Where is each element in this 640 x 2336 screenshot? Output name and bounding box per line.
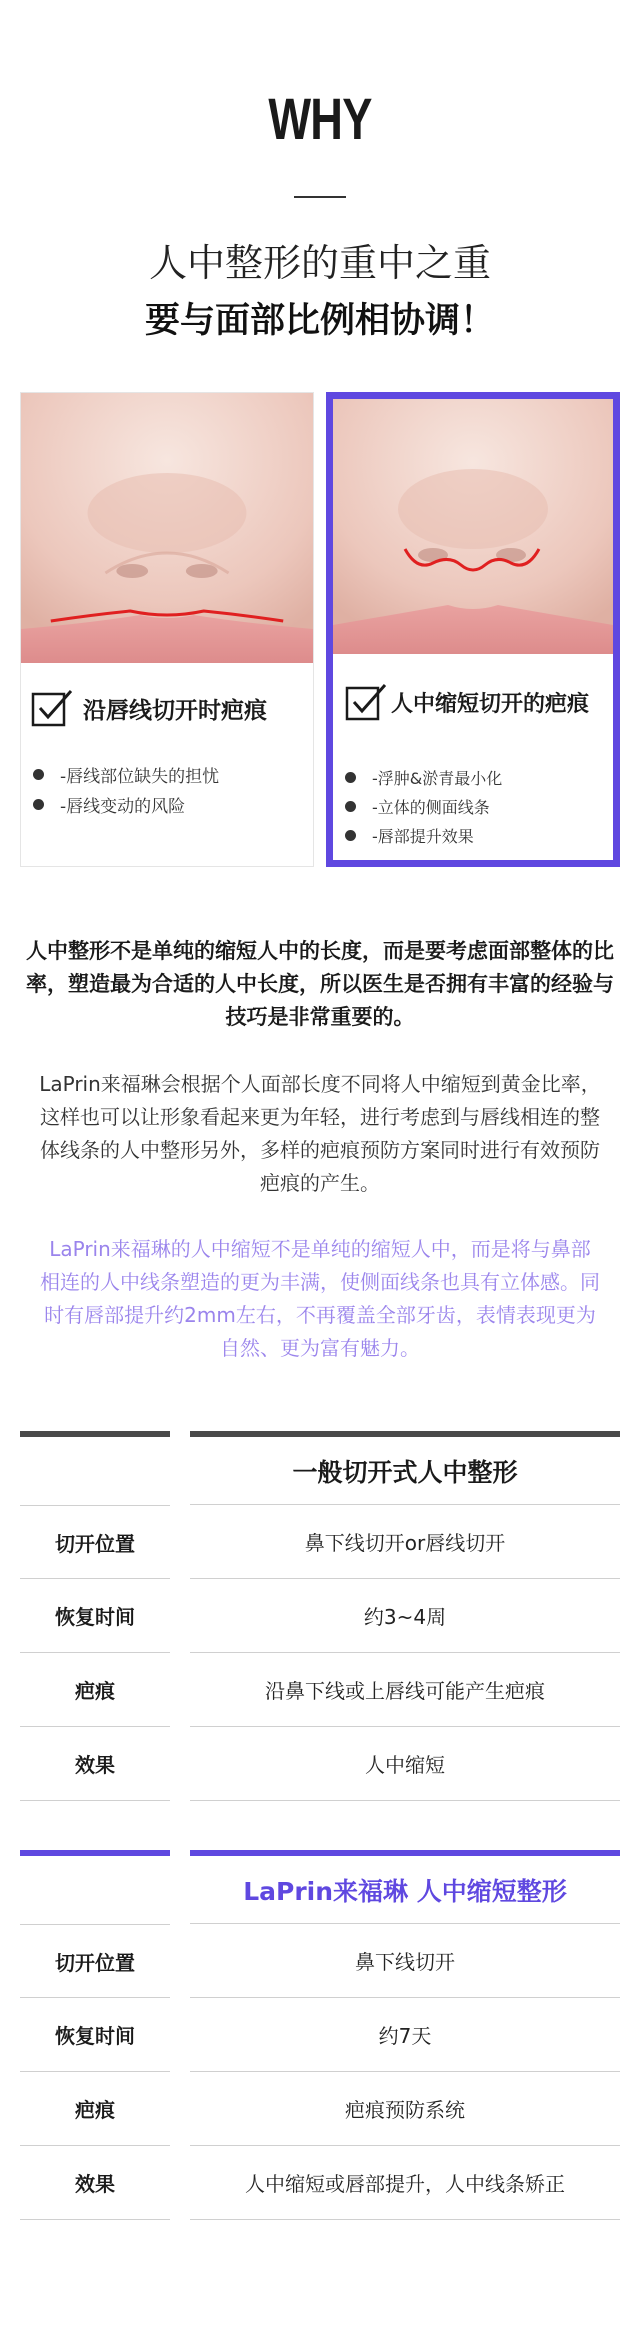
card-title-row-right (333, 677, 613, 727)
row-value: 约7天 (190, 1998, 620, 2072)
bullet-item (33, 789, 313, 819)
intro-bold-paragraph: 人中整形不是单纯的缩短人中的长度，而是要考虑面部整体的比率，塑造最为合适的人中长度，所以医生是否拥有丰富的经验与技巧是非常重要的。 (26, 939, 614, 1029)
table-row (20, 1727, 620, 1801)
table-header (20, 1850, 620, 1924)
row-value: 人中缩短或唇部提升，人中线条矫正 (190, 2146, 620, 2220)
row-label: 疤痕 (20, 1653, 170, 1727)
intro-highlight-paragraph: LaPrin来福琳的人中缩短不是单纯的缩短人中，而是将与鼻部相连的人中线条塑造的更为丰满，使侧面线条也具有立体感。同时有唇部提升约2mm左右，不再覆盖全部牙齿，表情表现更为自然、更为富有魅力。 (40, 1237, 600, 1360)
table-row (20, 1998, 620, 2072)
table-row (20, 2072, 620, 2146)
table-title: 一般切开式人中整形 (190, 1437, 620, 1505)
row-value: 疤痕预防系统 (190, 2072, 620, 2146)
card-philtrum-incision (326, 392, 620, 867)
row-label: 恢复时间 (20, 1998, 170, 2072)
table-title: LaPrin来福琳 人中缩短整形 (190, 1856, 620, 1924)
table-row (20, 1653, 620, 1727)
row-label: 效果 (20, 1727, 170, 1801)
row-value: 沿鼻下线或上唇线可能产生疤痕 (190, 1653, 620, 1727)
divider-line (294, 196, 346, 198)
face-illustration (21, 393, 313, 663)
row-label: 切开位置 (20, 1505, 170, 1579)
headline-line1: 人中整形的重中之重 (148, 241, 491, 285)
row-value: 鼻下线切开 (190, 1924, 620, 1998)
bullet-dot (345, 772, 356, 783)
bullet-dot (345, 801, 356, 812)
bullet-text: -立体的侧面线条 (372, 798, 490, 817)
row-label: 切开位置 (20, 1924, 170, 1998)
bullet-list-right (333, 763, 613, 850)
table-row (20, 1579, 620, 1653)
row-value: 人中缩短 (190, 1727, 620, 1801)
checkbox-icon (31, 689, 73, 727)
lip-photo-right (333, 399, 613, 654)
face-illustration (333, 399, 613, 654)
table-row (20, 1505, 620, 1579)
table-header (20, 1431, 620, 1505)
table-row (20, 1924, 620, 1998)
row-value: 约3~4周 (190, 1579, 620, 1653)
why-heading: WHY (268, 87, 372, 152)
bullet-item (345, 792, 613, 821)
row-label: 恢复时间 (20, 1579, 170, 1653)
bullet-text: -唇线部位缺失的担忧 (60, 766, 220, 787)
intro-paragraph: LaPrin来福琳会根据个人面部长度不同将人中缩短到黄金比率，这样也可以让形象看起来更为年轻，进行考虑到与唇线相连的整体线条的人中整形另外，多样的疤痕预防方案同时进行有效预防疤痕的产生。 (39, 1072, 601, 1195)
bullet-item (345, 821, 613, 850)
bullet-text: -浮肿&淤青最小化 (372, 769, 503, 788)
headline-line2: 要与面部比例相协调！ (144, 301, 495, 341)
card-title-row-left (21, 683, 313, 733)
bullet-dot (33, 769, 44, 780)
header-bar (20, 1850, 170, 1856)
comparison-table-laprin (20, 1850, 620, 2220)
bullet-list-left (21, 759, 313, 819)
table-row (20, 2146, 620, 2220)
bullet-dot (33, 799, 44, 810)
card-title: 人中缩短切开的疤痕 (391, 691, 590, 717)
row-label: 效果 (20, 2146, 170, 2220)
bullet-item (345, 763, 613, 792)
card-title: 沿唇线切开时疤痕 (83, 697, 267, 724)
comparison-table-general (20, 1431, 620, 1801)
bullet-text: -唇线变动的风险 (60, 796, 186, 817)
checkbox-icon (345, 683, 387, 721)
lip-photo-left (21, 393, 313, 663)
bullet-dot (345, 830, 356, 841)
header-bar (20, 1431, 170, 1437)
row-label: 疤痕 (20, 2072, 170, 2146)
row-value: 鼻下线切开or唇线切开 (190, 1505, 620, 1579)
bullet-text: -唇部提升效果 (372, 827, 474, 846)
card-lip-line-incision (20, 392, 314, 867)
bullet-item (33, 759, 313, 789)
